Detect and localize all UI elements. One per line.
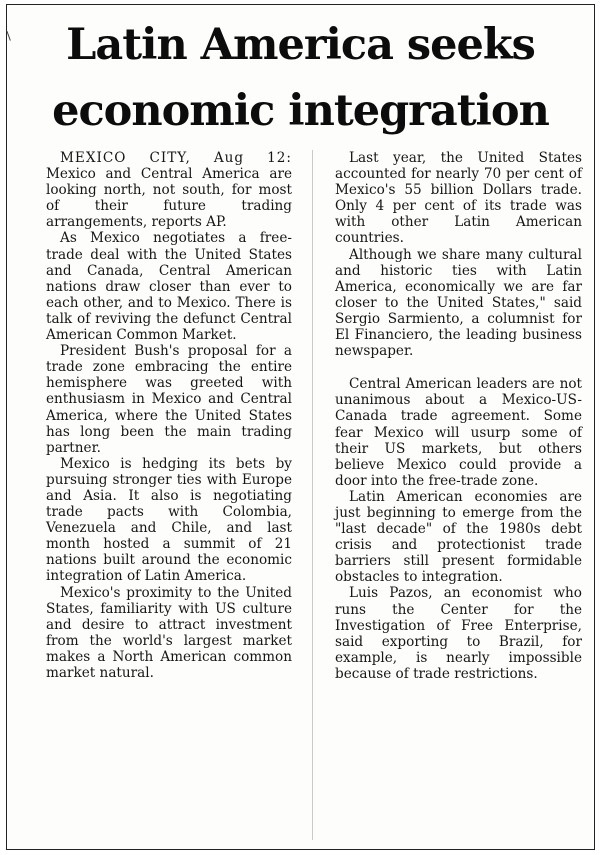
paragraph: Last year, the United States accounted for nearly 70 per cent of Mexico's 55 billion Dollars trade. Only 4 per cent of its trade was with other Latin American countries. <box>335 150 582 247</box>
paragraph: President Bush's proposal for a trade zone embracing the entire hemisphere was greeted with enthusiasm in Mexico and Central America, where the United States has long been the main trading partner. <box>46 343 292 456</box>
paragraph: Luis Pazos, an economist who runs the Center for the Investigation of Free Enterprise, said exporting to Brazil, for example, is nearly impossible because of trade restrictions. <box>335 585 582 682</box>
headline-line-2: economic integration <box>52 86 549 136</box>
paragraph: Mexico is hedging its bets by pursuing stronger ties with Europe and Asia. It also is negotiating trade pacts with Colombia, Venezuela and Chile, and last month hosted a summit of 21 nations built around the economic integration of Latin America. <box>46 455 292 585</box>
right-column <box>335 150 582 682</box>
dateline: MEXICO CITY, Aug 12: <box>60 150 292 166</box>
paragraph: Mexico's proximity to the United States, familiarity with US culture and desire to attract investment from the world's largest market makes a North American common market natural. <box>46 584 292 681</box>
paragraph: As Mexico negotiates a free-trade deal with the United States and Canada, Central American nations draw closer than ever to each other, and to Mexico. There is talk of reviving the defunct Central American Common Market. <box>46 230 292 344</box>
paragraph-text: Mexico and Central America are looking north, not south, for most of their future trading arrangements, reports AP. <box>46 166 292 231</box>
paragraph <box>46 150 292 230</box>
paragraph: Latin American economies are just beginning to emerge from the "last decade" of the 1980s debt crisis and protectionist trade barriers still present formidable obstacles to integration. <box>335 488 582 586</box>
left-column <box>46 150 292 681</box>
column-divider <box>312 150 313 840</box>
headline-line-1: Latin America seeks <box>66 20 535 70</box>
paragraph: Central American leaders are not unanimous about a Mexico-US-Canada trade agreement. Some fear Mexico will usurp some of their US markets, but others believe Mexico could provide a door into the free-trade zone. <box>335 376 582 489</box>
headline <box>0 12 601 144</box>
paragraph: Although we share many cultural and historic ties with Latin America, economically we are far closer to the United States," said Sergio Sarmiento, a columnist for El Financiero, the leading business newspaper. <box>335 246 582 360</box>
